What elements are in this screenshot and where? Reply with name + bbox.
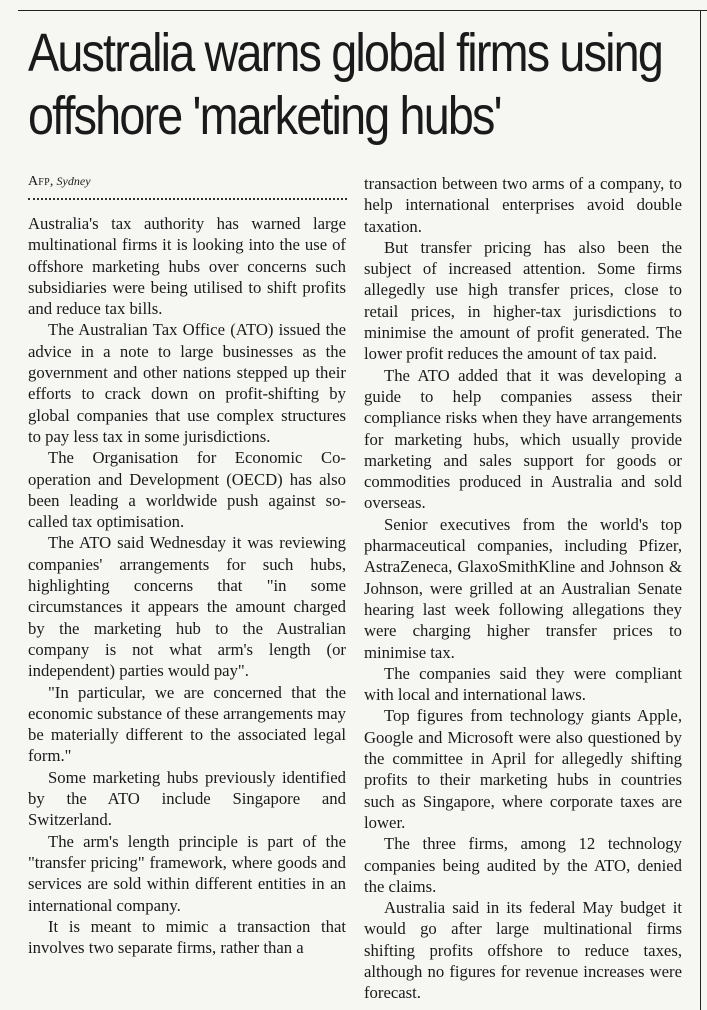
paragraph: The companies said they were compliant with local and international laws.	[364, 663, 682, 705]
headline	[28, 22, 662, 148]
paragraph: The arm's length principle is part of the "transfer pricing" framework, where goods and services are sold within different entities in an international company.	[28, 831, 346, 915]
right-border-rule	[700, 10, 707, 1010]
paragraph: Top figures from technology giants Apple, Google and Microsoft were also questioned by the committee in April for allegedly shifting profits to their marketing hubs in countries such as Singapore, where corporate taxes are lower.	[364, 706, 682, 832]
headline-line-1: Australia warns global firms using	[28, 23, 662, 83]
article-column-right	[364, 173, 682, 1004]
paragraph: But transfer pricing has also been the subject of increased attention. Some firms allegedly use high transfer prices, close to retail prices, in higher-tax jurisdictions to minimise the amount of profit generated. The lower profit reduces the amount of tax paid.	[364, 237, 682, 364]
paragraph: The ATO added that it was developing a guide to help companies assess their compliance risks when they have arrangements for marketing hubs, which usually provide marketing and sales support for goods or commodities produced in Australia and sold overseas.	[364, 365, 682, 513]
article-column-left	[28, 213, 346, 958]
paragraph: transaction between two arms of a company, to help international enterprises avoid double taxation.	[364, 174, 682, 236]
byline	[28, 173, 91, 190]
headline-line-2: offshore 'marketing hubs'	[28, 86, 501, 146]
paragraph: It is meant to mimic a transaction that involves two separate firms, rather than a	[28, 916, 346, 958]
paragraph: The ATO said Wednesday it was reviewing companies' arrangements for such hubs, highlighting concerns that "in some circumstances it appears the amount charged by the marketing hub to the Australian company is not what arm's length (or independent) parties would pay".	[28, 533, 346, 681]
paragraph: The Organisation for Economic Co-operation and Development (OECD) has also been leading a worldwide push against so-called tax optimisation.	[28, 448, 346, 532]
byline-agency: Afp,	[28, 174, 54, 189]
paragraph: Australia said in its federal May budget it would go after large multinational firms shifting profits offshore to reduce taxes, although no figures for revenue increases were forecast.	[364, 898, 682, 1003]
paragraph: The Australian Tax Office (ATO) issued the advice in a note to large businesses as the government and other nations stepped up their efforts to crack down on profit-shifting by global companies that use complex structures to pay less tax in some jurisdictions.	[28, 320, 346, 446]
byline-dateline: Sydney	[56, 174, 91, 188]
paragraph: The three firms, among 12 technology companies being audited by the ATO, denied the claims.	[364, 834, 682, 896]
paragraph: "In particular, we are concerned that the economic substance of these arrangements may be materially different to the associated legal form."	[28, 682, 346, 766]
top-border-rule	[18, 10, 707, 11]
paragraph: Senior executives from the world's top pharmaceutical companies, including Pfizer, AstraZeneca, GlaxoSmithKline and Johnson & Johnson, were grilled at an Australian Senate hearing last week following allegations they were charging higher transfer prices to minimise tax.	[364, 514, 682, 662]
paragraph: Australia's tax authority has warned large multinational firms it is looking into the use of offshore marketing hubs over concerns such subsidiaries were being utilised to shift profits and reduce tax bills.	[28, 214, 346, 319]
paragraph: Some marketing hubs previously identified by the ATO include Singapore and Switzerland.	[28, 767, 346, 830]
dotted-separator	[28, 198, 347, 200]
